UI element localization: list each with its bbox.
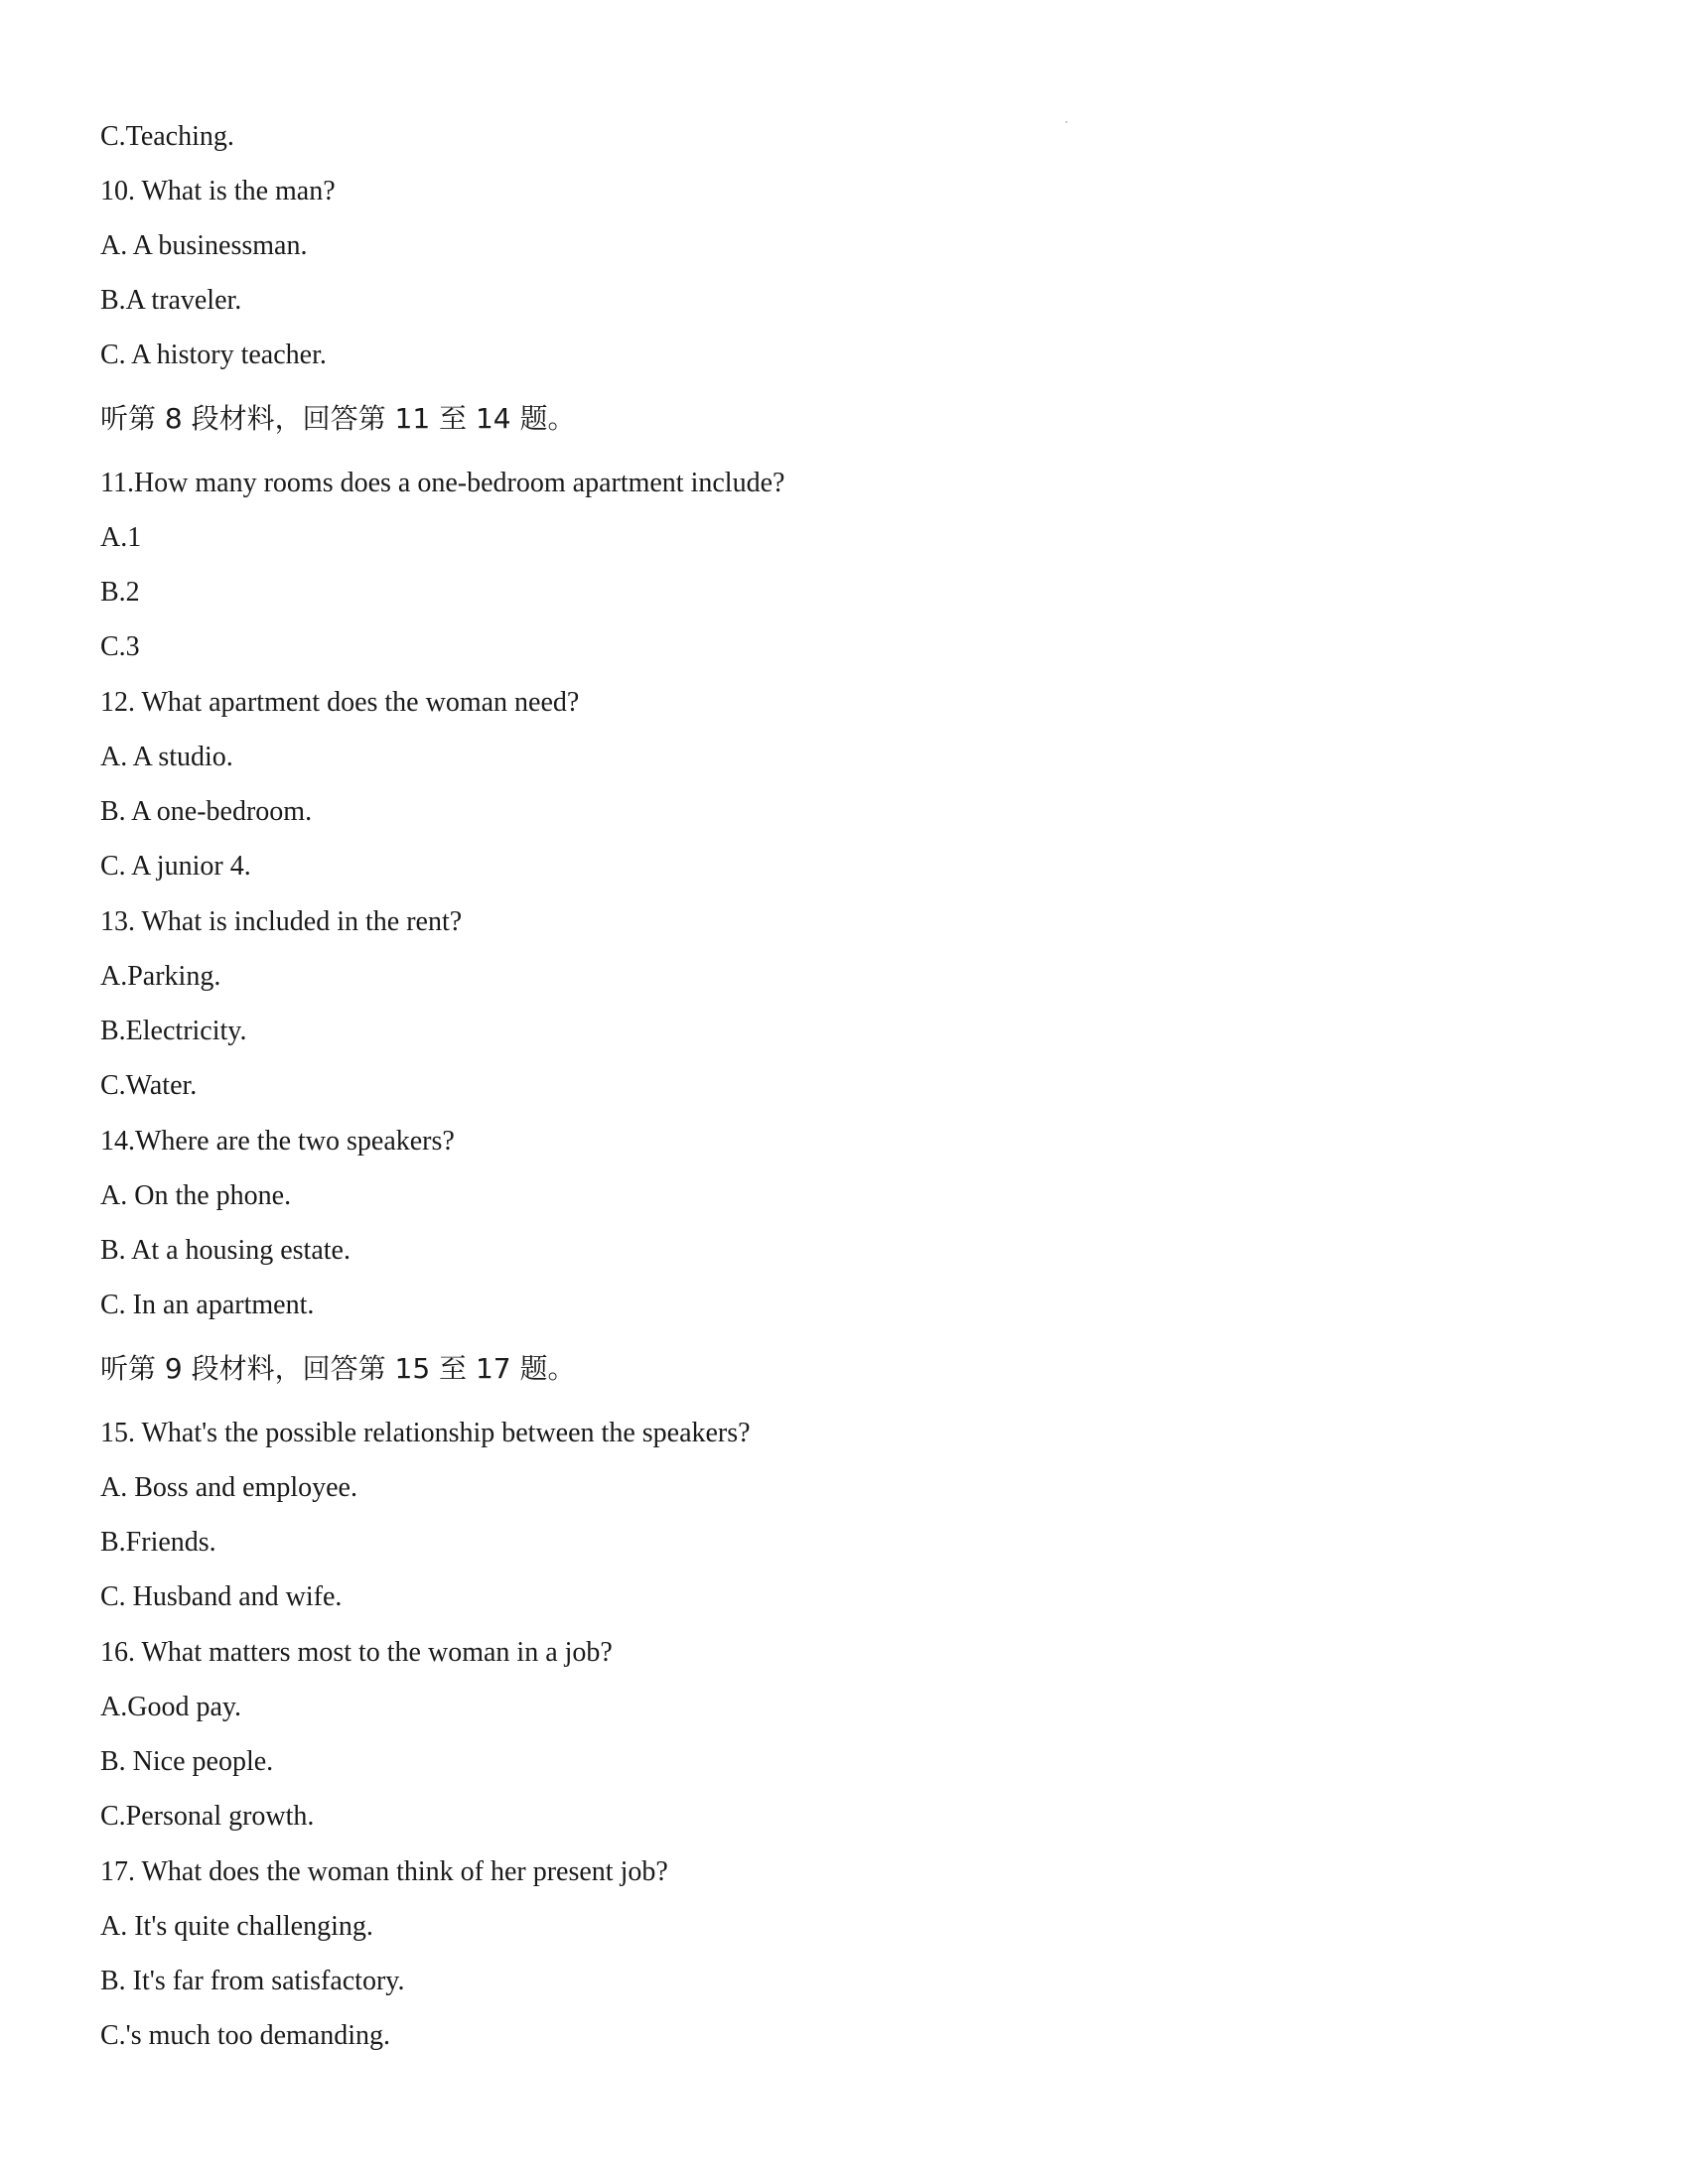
option-9c: C.Teaching. [100, 121, 234, 152]
question-12: 12. What apartment does the woman need? [100, 687, 580, 718]
option-11a: A.1 [100, 522, 142, 553]
scan-speck [1065, 121, 1067, 123]
question-10: 10. What is the man? [100, 176, 336, 206]
question-17: 17. What does the woman think of her present job? [100, 1856, 668, 1887]
option-17c: C.'s much too demanding. [100, 2020, 391, 2051]
question-16: 16. What matters most to the woman in a job? [100, 1637, 613, 1668]
option-16a: A.Good pay. [100, 1692, 242, 1722]
option-10a: A. A businessman. [100, 230, 308, 261]
option-11b: B.2 [100, 577, 140, 608]
option-14c: C. In an apartment. [100, 1290, 315, 1320]
option-12c: C. A junior 4. [100, 851, 251, 882]
option-15b: B.Friends. [100, 1527, 216, 1558]
option-15c: C. Husband and wife. [100, 1581, 343, 1612]
option-17b: B. It's far from satisfactory. [100, 1966, 405, 1996]
option-15a: A. Boss and employee. [100, 1472, 357, 1503]
option-17a: A. It's quite challenging. [100, 1911, 373, 1942]
option-13c: C.Water. [100, 1070, 198, 1101]
option-16b: B. Nice people. [100, 1746, 274, 1777]
question-15: 15. What's the possible relationship between the speakers? [100, 1418, 751, 1448]
option-13b: B.Electricity. [100, 1016, 247, 1046]
option-12b: B. A one-bedroom. [100, 796, 313, 827]
question-11: 11.How many rooms does a one-bedroom apartment include? [100, 468, 785, 498]
section-heading-8: 听第 8 段材料，回答第 11 至 14 题。 [100, 402, 576, 435]
option-10c: C. A history teacher. [100, 340, 327, 370]
option-14a: A. On the phone. [100, 1180, 292, 1211]
option-14b: B. At a housing estate. [100, 1235, 351, 1266]
option-16c: C.Personal growth. [100, 1801, 315, 1832]
option-12a: A. A studio. [100, 742, 233, 772]
option-13a: A.Parking. [100, 961, 221, 992]
question-14: 14.Where are the two speakers? [100, 1126, 455, 1157]
question-13: 13. What is included in the rent? [100, 906, 463, 937]
section-heading-9: 听第 9 段材料，回答第 15 至 17 题。 [100, 1352, 576, 1385]
option-11c: C.3 [100, 631, 140, 662]
option-10b: B.A traveler. [100, 285, 242, 316]
